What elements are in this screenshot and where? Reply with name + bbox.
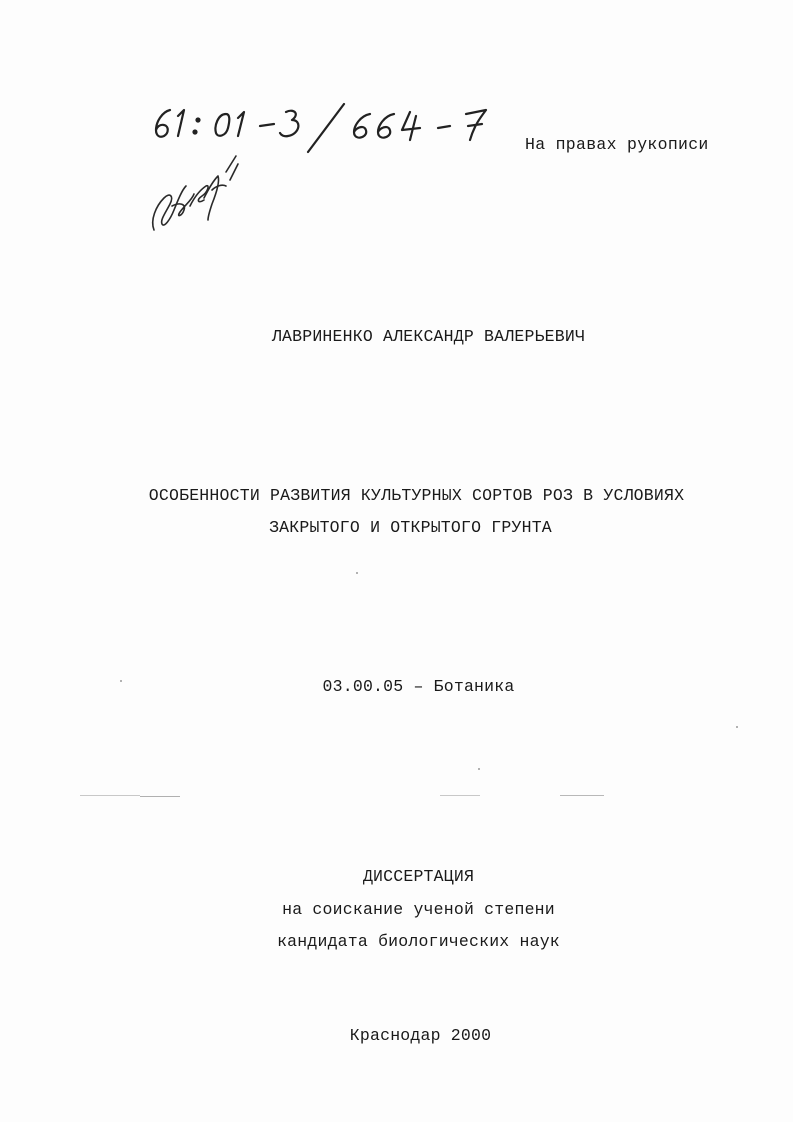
scan-artifact-dot: [736, 726, 738, 728]
handwritten-signature: [146, 150, 246, 240]
city-and-year: Краснодар 2000: [349, 1026, 492, 1045]
scan-artifact-dot: [478, 768, 480, 770]
dissertation-type: ДИССЕРТАЦИЯ: [362, 867, 475, 886]
author-name: ЛАВРИНЕНКО АЛЕКСАНДР ВАЛЕРЬЕВИЧ: [271, 327, 586, 346]
thesis-title-line-1: ОСОБЕННОСТИ РАЗВИТИЯ КУЛЬТУРНЫХ СОРТОВ РОЗ В УСЛОВИЯХ: [148, 486, 685, 505]
handwritten-catalog-code: [148, 96, 528, 156]
dissertation-degree: кандидата биологических наук: [277, 932, 560, 951]
scan-artifact-dot: [356, 572, 358, 574]
rights-notice: На правах рукописи: [525, 135, 709, 154]
dissertation-purpose: на соискание ученой степени: [282, 900, 555, 919]
scan-artifact-dot: [120, 680, 122, 682]
scan-artifact-line: [80, 795, 140, 796]
scan-artifact-line: [440, 795, 480, 796]
specialty-code: 03.00.05 – Ботаника: [322, 677, 515, 696]
thesis-title-line-2: ЗАКРЫТОГО И ОТКРЫТОГО ГРУНТА: [269, 518, 552, 537]
scan-artifact-line: [140, 796, 180, 797]
scan-artifact-line: [560, 795, 604, 796]
